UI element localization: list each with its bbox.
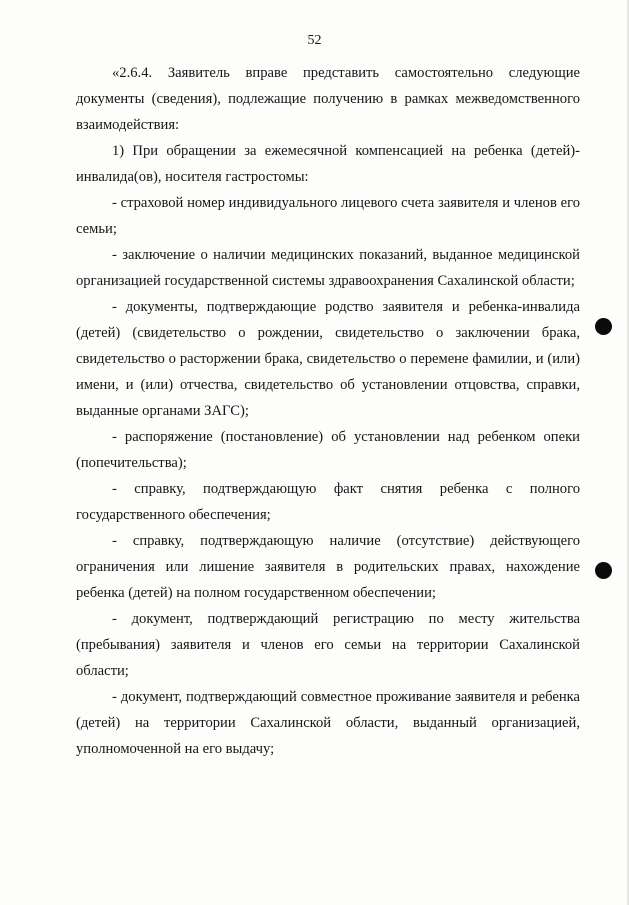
hole-punch-mark — [595, 318, 612, 335]
paragraph-medical-conclusion: - заключение о наличии медицинских показаний, выданное медицинской организацией государственной системы здравоохранения Сахалинской области; — [76, 247, 580, 289]
hole-punch-mark — [595, 562, 612, 579]
document-body — [76, 60, 580, 762]
paragraph-kinship-documents: - документы, подтверждающие родство заявителя и ребенка-инвалида (детей) (свидетельство о рождении, свидетельство о заключении брака, свидетельство о расторжении брака, свидетельство о перемене фамилии, и (или) имени, и (или) отчества, свидетельство об установлении отцовства, справки, выданные органами ЗАГС); — [76, 299, 580, 419]
paragraph-item-1-heading: 1) При обращении за ежемесячной компенсацией на ребенка (детей)-инвалида(ов), носителя гастростомы: — [76, 143, 580, 185]
paragraph-cohabitation-document: - документ, подтверждающий совместное проживание заявителя и ребенка (детей) на территории Сахалинской области, выданный организацией, уполномоченной на его выдачу; — [76, 689, 580, 757]
page-number: 52 — [307, 33, 322, 48]
paragraph-residence-registration: - документ, подтверждающий регистрацию по месту жительства (пребывания) заявителя и членов его семьи на территории Сахалинской области; — [76, 611, 580, 679]
paragraph-parental-rights: - справку, подтверждающую наличие (отсутствие) действующего ограничения или лишение заявителя в родительских правах, нахождение ребенка (детей) на полном государственном обеспечении; — [76, 533, 580, 601]
paragraph-state-support-removal: - справку, подтверждающую факт снятия ребенка с полного государственного обеспечения; — [76, 481, 580, 523]
paragraph-guardianship-order: - распоряжение (постановление) об установлении над ребенком опеки (попечительства); — [76, 429, 580, 471]
paragraph-snils: - страховой номер индивидуального лицевого счета заявителя и членов его семьи; — [76, 195, 580, 237]
paragraph-2-6-4-intro: «2.6.4. Заявитель вправе представить самостоятельно следующие документы (сведения), подлежащие получению в рамках межведомственного взаимодействия: — [76, 65, 580, 133]
